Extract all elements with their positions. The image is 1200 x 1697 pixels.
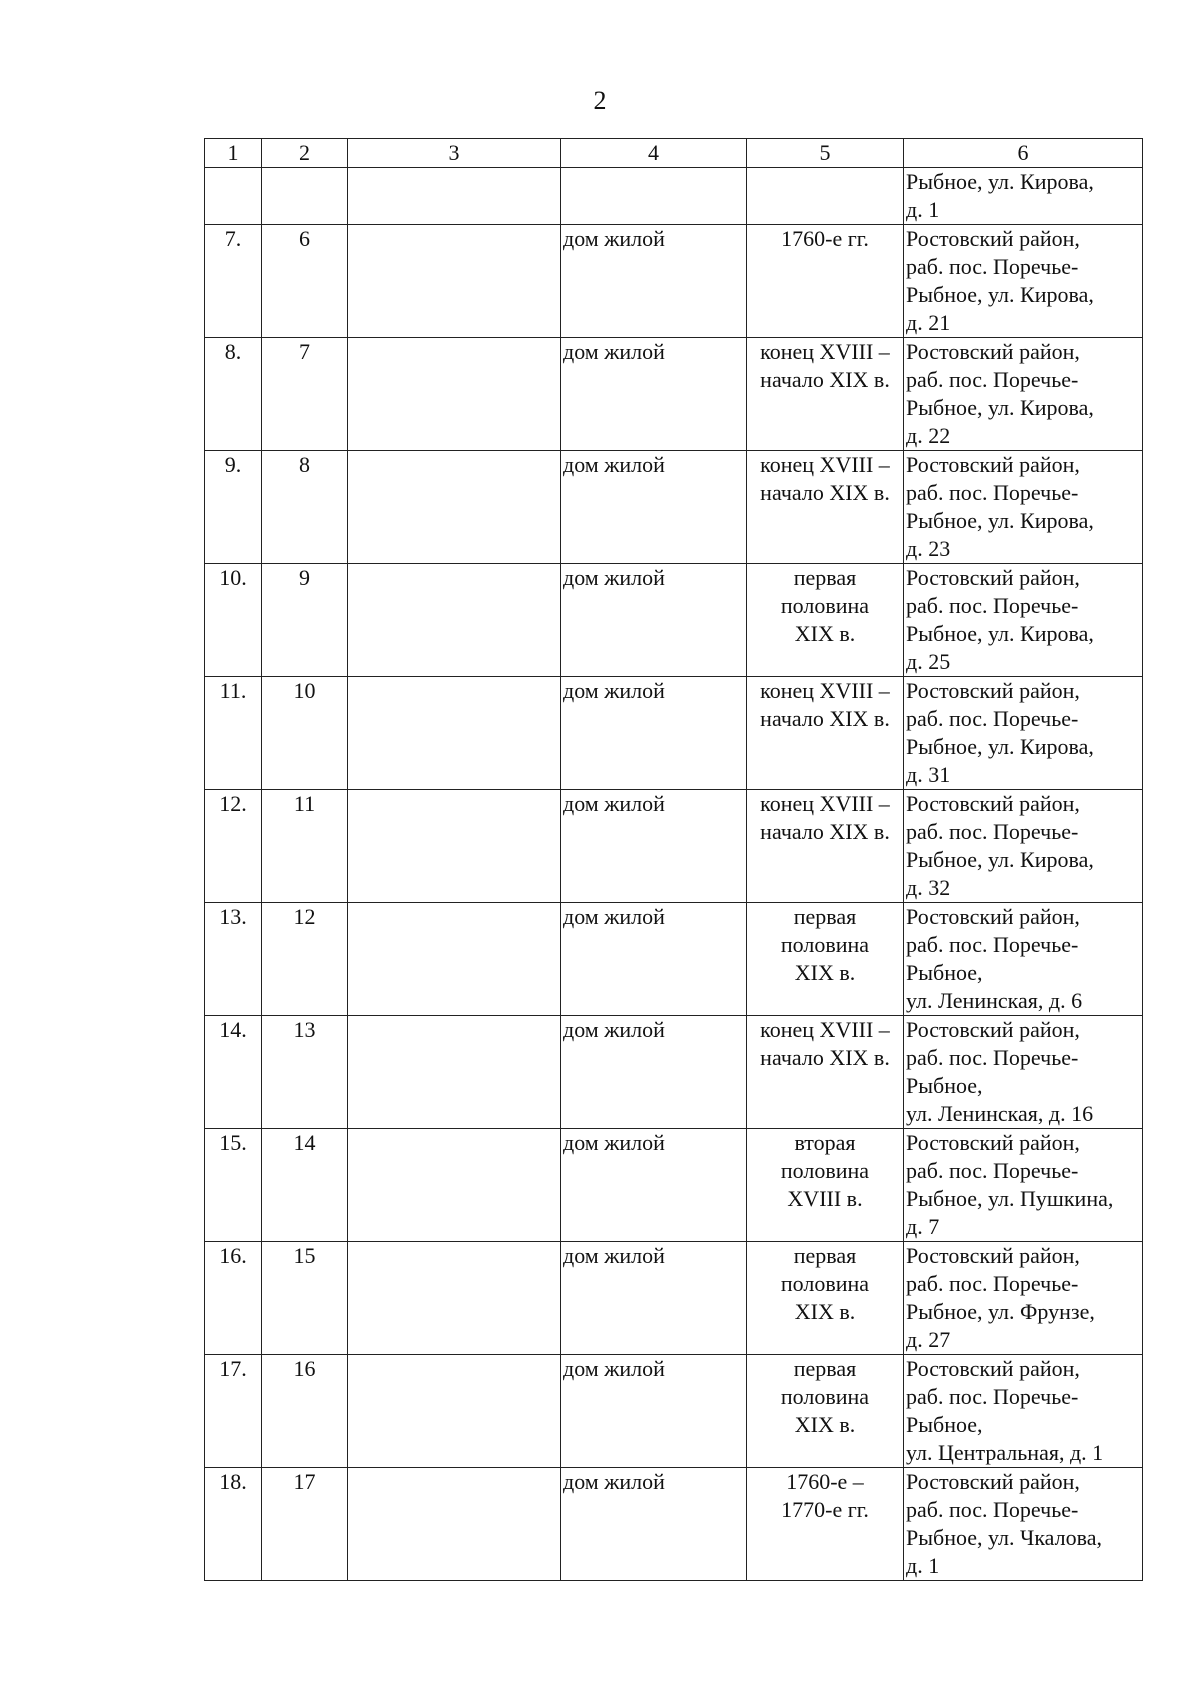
- cell-column-3: [348, 790, 561, 903]
- cell-number: 17.: [205, 1355, 262, 1468]
- cell-registry-number: 12: [262, 903, 348, 1016]
- table-row: [205, 677, 1143, 790]
- cell-object-name: дом жилой: [561, 338, 747, 451]
- cell-number: 14.: [205, 1016, 262, 1129]
- cell-registry-number: 7: [262, 338, 348, 451]
- cell-dating: конец XVIII – начало XIX в.: [747, 1016, 904, 1129]
- cell-object-name: дом жилой: [561, 225, 747, 338]
- table-row: [205, 903, 1143, 1016]
- column-number: 2: [262, 139, 348, 168]
- cell-number: 15.: [205, 1129, 262, 1242]
- cell-registry-number: 14: [262, 1129, 348, 1242]
- cell-dating: 1760-е – 1770-е гг.: [747, 1468, 904, 1581]
- cell-address: Рыбное, ул. Кирова, д. 1: [904, 168, 1143, 225]
- cell-number: 18.: [205, 1468, 262, 1581]
- cell-dating: вторая половина XVIII в.: [747, 1129, 904, 1242]
- column-number: 6: [904, 139, 1143, 168]
- cell-dating: [747, 168, 904, 225]
- cell-column-3: [348, 564, 561, 677]
- cell-column-3: [348, 1242, 561, 1355]
- cell-dating: конец XVIII – начало XIX в.: [747, 677, 904, 790]
- cell-address: Ростовский район, раб. пос. Поречье- Рыбное, ул. Кирова, д. 25: [904, 564, 1143, 677]
- cell-object-name: дом жилой: [561, 903, 747, 1016]
- cell-address: Ростовский район, раб. пос. Поречье- Рыбное, ул. Чкалова, д. 1: [904, 1468, 1143, 1581]
- cell-registry-number: 10: [262, 677, 348, 790]
- cell-address: Ростовский район, раб. пос. Поречье- Рыбное, ул. Кирова, д. 32: [904, 790, 1143, 903]
- page-number: 2: [593, 86, 607, 115]
- table-row: [205, 1468, 1143, 1581]
- cell-number: 8.: [205, 338, 262, 451]
- cell-number: 12.: [205, 790, 262, 903]
- column-number: 3: [348, 139, 561, 168]
- cell-address: Ростовский район, раб. пос. Поречье- Рыбное, ул. Центральная, д. 1: [904, 1355, 1143, 1468]
- cell-dating: 1760-е гг.: [747, 225, 904, 338]
- column-number-row: [205, 139, 1143, 168]
- cell-registry-number: 17: [262, 1468, 348, 1581]
- table-row: [205, 338, 1143, 451]
- column-number: 1: [205, 139, 262, 168]
- cell-address: Ростовский район, раб. пос. Поречье- Рыбное, ул. Пушкина, д. 7: [904, 1129, 1143, 1242]
- cell-object-name: дом жилой: [561, 564, 747, 677]
- cell-object-name: дом жилой: [561, 677, 747, 790]
- cell-dating: первая половина XIX в.: [747, 903, 904, 1016]
- cell-registry-number: 9: [262, 564, 348, 677]
- cell-object-name: дом жилой: [561, 1129, 747, 1242]
- continuation-row: [205, 168, 1143, 225]
- cell-column-3: [348, 903, 561, 1016]
- cell-dating: конец XVIII – начало XIX в.: [747, 338, 904, 451]
- cell-column-3: [348, 168, 561, 225]
- cell-address: Ростовский район, раб. пос. Поречье- Рыбное, ул. Ленинская, д. 6: [904, 903, 1143, 1016]
- cell-registry-number: 16: [262, 1355, 348, 1468]
- cell-object-name: дом жилой: [561, 1242, 747, 1355]
- cell-address: Ростовский район, раб. пос. Поречье- Рыбное, ул. Ленинская, д. 16: [904, 1016, 1143, 1129]
- cell-object-name: [561, 168, 747, 225]
- cell-address: Ростовский район, раб. пос. Поречье- Рыбное, ул. Кирова, д. 31: [904, 677, 1143, 790]
- cell-registry-number: 8: [262, 451, 348, 564]
- cell-number: 9.: [205, 451, 262, 564]
- cell-column-3: [348, 338, 561, 451]
- cell-column-3: [348, 1016, 561, 1129]
- cell-number: 13.: [205, 903, 262, 1016]
- cell-address: Ростовский район, раб. пос. Поречье- Рыбное, ул. Кирова, д. 21: [904, 225, 1143, 338]
- cell-object-name: дом жилой: [561, 1468, 747, 1581]
- cell-number: [205, 168, 262, 225]
- table-row: [205, 1016, 1143, 1129]
- cell-address: Ростовский район, раб. пос. Поречье- Рыбное, ул. Кирова, д. 23: [904, 451, 1143, 564]
- cell-column-3: [348, 451, 561, 564]
- cell-number: 11.: [205, 677, 262, 790]
- cell-number: 7.: [205, 225, 262, 338]
- cell-registry-number: 11: [262, 790, 348, 903]
- heritage-registry-table: [204, 138, 1143, 1581]
- cell-number: 16.: [205, 1242, 262, 1355]
- cell-registry-number: 13: [262, 1016, 348, 1129]
- cell-registry-number: 6: [262, 225, 348, 338]
- column-number: 4: [561, 139, 747, 168]
- cell-object-name: дом жилой: [561, 1016, 747, 1129]
- table-body: [205, 139, 1143, 1581]
- column-number: 5: [747, 139, 904, 168]
- cell-registry-number: [262, 168, 348, 225]
- cell-dating: первая половина XIX в.: [747, 1355, 904, 1468]
- cell-address: Ростовский район, раб. пос. Поречье- Рыбное, ул. Кирова, д. 22: [904, 338, 1143, 451]
- cell-dating: первая половина XIX в.: [747, 564, 904, 677]
- cell-column-3: [348, 1129, 561, 1242]
- cell-object-name: дом жилой: [561, 790, 747, 903]
- cell-column-3: [348, 1468, 561, 1581]
- cell-dating: конец XVIII – начало XIX в.: [747, 451, 904, 564]
- cell-number: 10.: [205, 564, 262, 677]
- table-row: [205, 1355, 1143, 1468]
- table-row: [205, 451, 1143, 564]
- table-row: [205, 564, 1143, 677]
- table-row: [205, 225, 1143, 338]
- cell-registry-number: 15: [262, 1242, 348, 1355]
- table-row: [205, 790, 1143, 903]
- table-row: [205, 1129, 1143, 1242]
- cell-dating: конец XVIII – начало XIX в.: [747, 790, 904, 903]
- table-row: [205, 1242, 1143, 1355]
- cell-address: Ростовский район, раб. пос. Поречье- Рыбное, ул. Фрунзе, д. 27: [904, 1242, 1143, 1355]
- cell-object-name: дом жилой: [561, 451, 747, 564]
- cell-dating: первая половина XIX в.: [747, 1242, 904, 1355]
- cell-column-3: [348, 677, 561, 790]
- cell-object-name: дом жилой: [561, 1355, 747, 1468]
- cell-column-3: [348, 225, 561, 338]
- cell-column-3: [348, 1355, 561, 1468]
